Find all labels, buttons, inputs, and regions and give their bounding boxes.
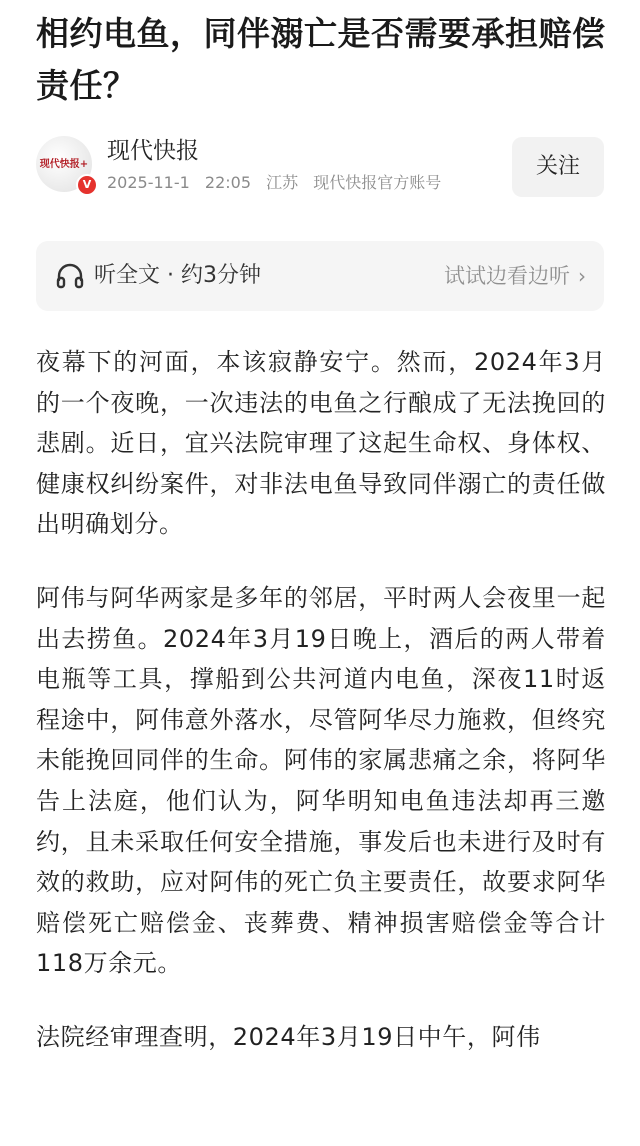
article-paragraph: 阿伟与阿华两家是多年的邻居，平时两人会夜里一起出去捞鱼。2024年3月19日晚上，酒后的两人带着电瓶等工具，撑船到公共河道内电鱼，深夜11时返程途中，阿伟意外落水，尽管阿华尽力施救，但终究未能挽回同伴的生命。阿伟的家属悲痛之余，将阿华告上法庭，他们认为，阿华明知电鱼违法却再三邀约，且未采取任何安全措施，事发后也未进行及时有效的救助，应对阿伟的死亡负主要责任，故要求阿华赔偿死亡赔偿金、丧葬费、精神损害赔偿金等合计118万余元。 (36, 583, 606, 978)
author-row (36, 136, 604, 198)
verified-badge-icon: V (76, 174, 98, 196)
headphones-icon (56, 263, 84, 289)
read-and-listen-label: 试试边看边听 (444, 264, 570, 288)
publish-time: 22:05 (204, 173, 252, 192)
article-paragraph: 夜幕下的河面，本该寂静安宁。然而，2024年3月的一个夜晚，一次违法的电鱼之行酿成了无法挽回的悲剧。近日，宜兴法院审理了这起生命权、身体权、健康权纠纷案件，对非法电鱼导致同伴溺亡的责任做出明确划分。 (36, 348, 606, 539)
read-and-listen-link[interactable] (444, 241, 586, 311)
chevron-right-icon: › (578, 264, 586, 288)
author-name[interactable]: 现代快报 (107, 138, 199, 164)
article-paragraph: 法院经审理查明，2024年3月19日中午，阿伟 (36, 1022, 541, 1051)
account-type: 现代快报官方账号 (313, 173, 442, 192)
article-meta (107, 172, 451, 194)
listen-bar[interactable] (36, 241, 604, 311)
follow-button[interactable]: 关注 (512, 137, 604, 197)
publish-location: 江苏 (266, 173, 299, 192)
publish-date: 2025-11-1 (107, 173, 190, 192)
article-title: 相约电鱼，同伴溺亡是否需要承担赔偿责任？ (36, 14, 606, 105)
listen-full-text-label[interactable]: 听全文 · 约3分钟 (94, 263, 261, 288)
avatar-logo-text: 现代快报+ (39, 159, 89, 170)
article-body (36, 342, 606, 1091)
